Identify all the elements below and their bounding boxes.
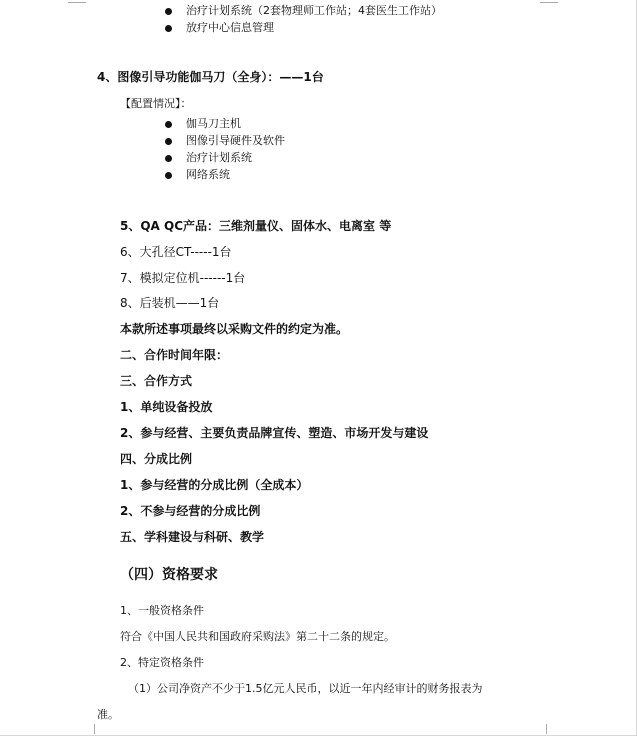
top-bullet-1: 治疗计划系统（2套物理师工作站；4套医生工作站） bbox=[186, 4, 442, 17]
bullet-dot-icon bbox=[165, 8, 172, 15]
bullet-dot-icon bbox=[165, 155, 172, 162]
cooperation-period: 二、合作时间年限： bbox=[120, 348, 229, 362]
page-corner-top-left bbox=[68, 0, 86, 3]
cooperation-mode: 三、合作方式 bbox=[120, 374, 193, 388]
item4-heading: 4、图像引导功能伽马刀（全身）：——1台 bbox=[97, 70, 324, 84]
page-corner-bottom-right bbox=[546, 724, 561, 734]
item7-text: 7、模拟定位机------1台 bbox=[120, 271, 246, 285]
item4-bullet-4: 网络系统 bbox=[186, 168, 230, 181]
distribution-ratio-non-participation: 2、不参与经营的分成比例 bbox=[120, 504, 261, 518]
qualification-heading: （四）资格要求 bbox=[120, 567, 218, 583]
top-bullet-2: 放疗中心信息管理 bbox=[186, 21, 274, 34]
specific-qualification-label: 2、特定资格条件 bbox=[120, 656, 204, 669]
distribution-ratio-full-cost: 1、参与经营的分成比例（全成本） bbox=[120, 478, 309, 492]
item8-text: 8、后装机——1台 bbox=[120, 296, 220, 310]
item4-bullet-3: 治疗计划系统 bbox=[186, 151, 252, 164]
general-qualification-text: 符合《中国人民共和国政府采购法》第二十二条的规定。 bbox=[120, 630, 395, 643]
participation-operation: 2、参与经营、主要负责品牌宣传、塑造、市场开发与建设 bbox=[120, 426, 429, 440]
item5-text: 5、QA QC产品：三维剂量仪、固体水、电离室 等 bbox=[120, 219, 392, 233]
item4-bullet-2: 图像引导硬件及软件 bbox=[186, 134, 285, 147]
specific-qualification-text: （1）公司净资产不少于1.5亿元人民币，以近一年内经审计的财务报表为 bbox=[128, 682, 483, 695]
item6-text: 6、大孔径CT-----1台 bbox=[120, 245, 232, 259]
bullet-dot-icon bbox=[165, 25, 172, 32]
page-corner-bottom-left bbox=[80, 724, 95, 734]
academic-building: 五、学科建设与科研、教学 bbox=[120, 530, 265, 544]
page-corner-top-right bbox=[540, 0, 558, 3]
bullet-dot-icon bbox=[165, 138, 172, 145]
terms-note: 本款所述事项最终以采购文件的约定为准。 bbox=[120, 322, 349, 336]
bullet-dot-icon bbox=[165, 172, 172, 179]
specific-qualification-tail: 准。 bbox=[97, 708, 119, 721]
item4-bullet-1: 伽马刀主机 bbox=[186, 117, 241, 130]
item4-config-label: 【配置情况】： bbox=[120, 97, 192, 110]
bullet-dot-icon bbox=[165, 121, 172, 128]
distribution-ratio: 四、分成比例 bbox=[120, 452, 193, 466]
equipment-placement: 1、单纯设备投放 bbox=[120, 400, 213, 414]
general-qualification-label: 1、一般资格条件 bbox=[120, 604, 204, 617]
